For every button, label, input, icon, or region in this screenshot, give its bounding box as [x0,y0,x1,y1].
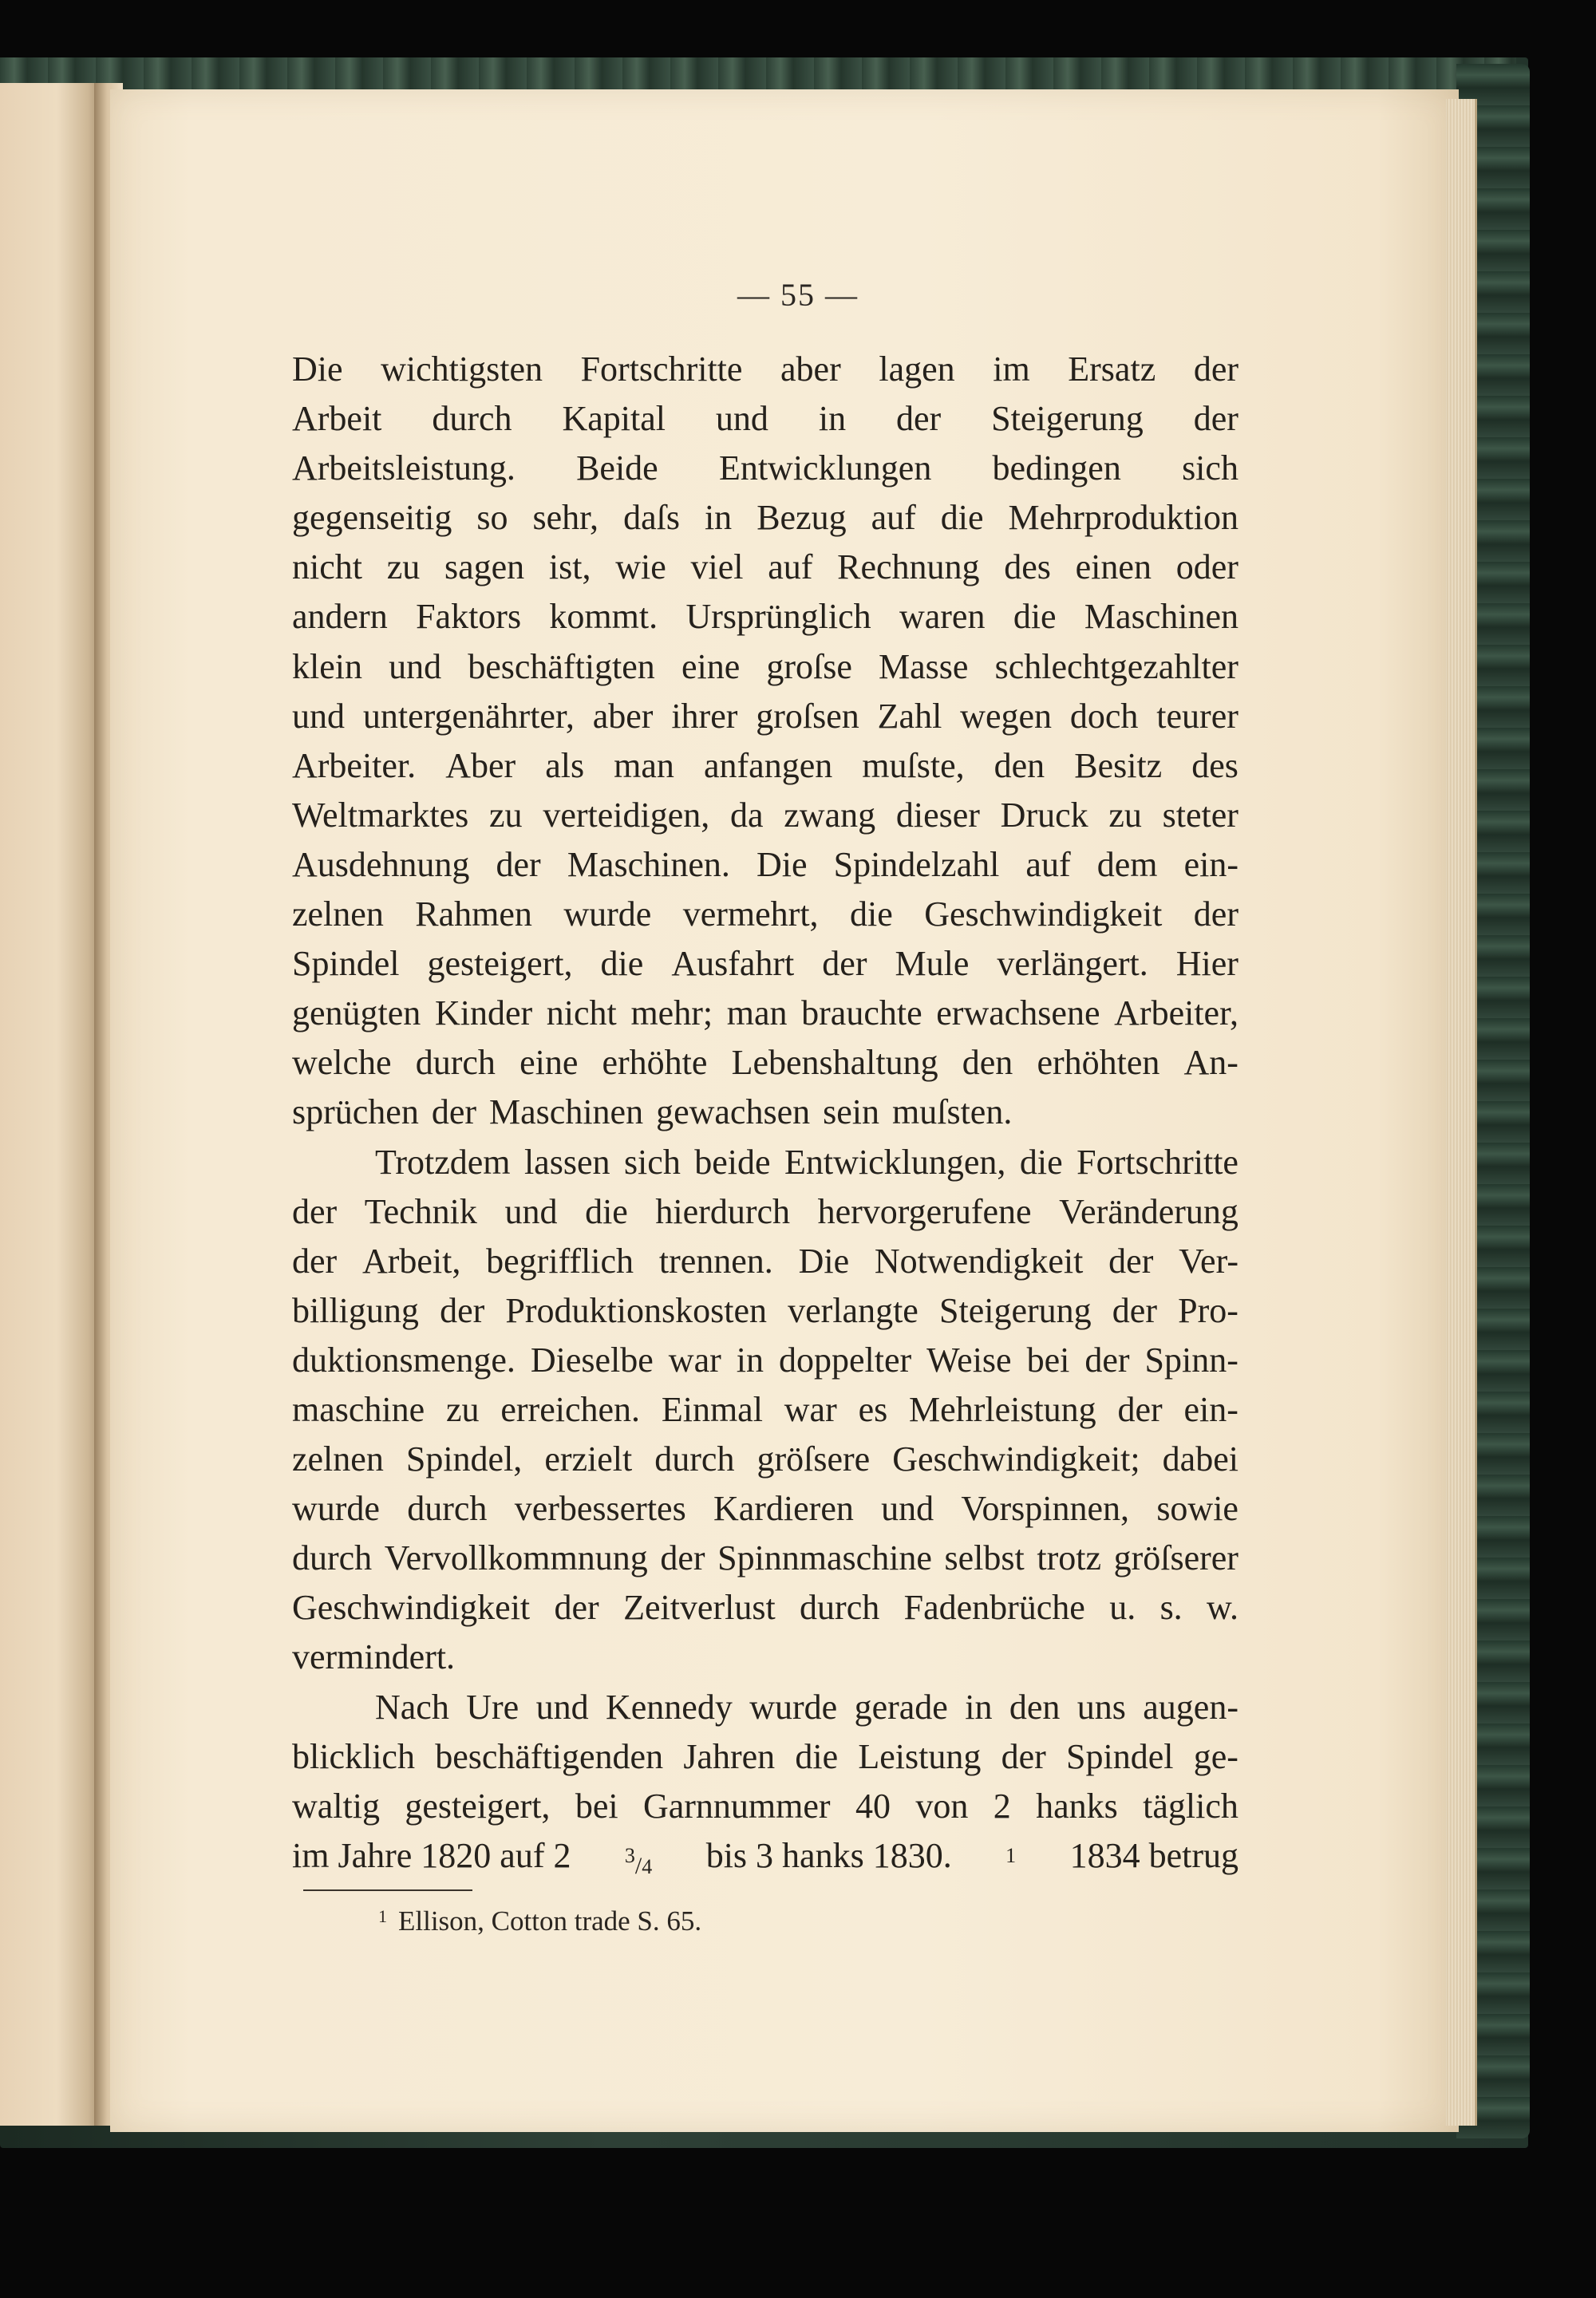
word: die [600,944,644,984]
word: Besitz [1074,745,1163,785]
text-line [292,1038,1238,1088]
word: Produktionskosten [505,1290,767,1330]
word: Geschwindigkeit [924,894,1163,934]
word: uns [1077,1687,1126,1727]
text-line [292,1435,1238,1484]
word: des [1004,547,1051,587]
word: Maschinen [1084,597,1238,637]
word: der [1193,349,1238,389]
word: wurde [563,894,652,934]
word: u. [1109,1588,1136,1628]
fraction-denominator: 4 [642,1854,653,1878]
fraction [625,1831,652,1881]
text-line [292,1782,1238,1831]
word: Arbeitsleistung. [292,448,516,488]
text-line [292,890,1238,939]
word: und [881,1489,934,1529]
word: Spindel [292,944,400,984]
word: als [545,745,585,785]
word: trotz [1037,1538,1101,1578]
word: Geschwindigkeit; [892,1439,1140,1479]
word: den [962,1043,1013,1083]
word: doppelter [779,1340,912,1380]
word: muſsten. [892,1092,1013,1132]
word: von [915,1786,969,1826]
word: beschäftigten [468,646,655,686]
word: Druck [1000,795,1088,835]
word: durch [415,1043,496,1083]
word: Arbeiter. [292,745,417,785]
word: Steigerung [939,1290,1092,1330]
word: dem [1096,844,1158,884]
text-line [292,444,1238,493]
word: und [389,646,442,686]
text-line [292,345,1238,394]
word: und [715,399,768,439]
word: verbessertes [514,1489,686,1529]
word: erwachsene [936,993,1100,1033]
word: kommt. [549,597,658,637]
word: Entwicklungen [718,448,932,488]
word: duktionsmenge. [292,1340,516,1380]
word: die [1013,597,1057,637]
word: sowie [1156,1489,1238,1529]
word: teurer [1156,696,1238,736]
word: welche [292,1043,392,1083]
word: gerade [854,1687,948,1727]
word: andern [292,597,388,637]
text-line [292,1534,1238,1583]
word: Geschwindigkeit [292,1588,531,1628]
page-number: — 55 — [737,277,859,313]
word: zu [386,547,421,587]
word: Fortschritte [1077,1142,1238,1182]
word: groſse [766,646,852,686]
word: zu [446,1389,480,1429]
word: wurde [292,1489,380,1529]
word: begrifflich [486,1241,634,1281]
text-line [292,1583,1238,1633]
word: schlechtgezahlter [994,646,1238,686]
word: Steigerung [991,399,1144,439]
word: Leistung [858,1736,982,1776]
word: Arbeiter, [1114,993,1238,1033]
word: durch [432,399,512,439]
word: den [994,745,1045,785]
word: An- [1183,1043,1238,1083]
footnote-marker: 1 [378,1906,387,1926]
word: Spindelzahl [833,844,1000,884]
word: ihrer [671,696,738,736]
word: wegen [960,696,1053,736]
word: bei [1026,1340,1070,1380]
text-line [292,1286,1238,1336]
page-stack-edges [1446,99,1477,2126]
word: Spinnmaschine [717,1538,932,1578]
word: der [292,1241,338,1281]
text-line [292,840,1238,890]
word: Spindel [1066,1736,1174,1776]
word: die [1019,1142,1063,1182]
footnote [378,1897,701,1941]
word: aber [592,696,654,736]
word: in [818,399,847,439]
word: Pro- [1178,1290,1238,1330]
word: so [476,498,508,538]
word: auf [1025,844,1071,884]
fraction-separator: / [634,1852,642,1879]
word: 2 [993,1786,1011,1826]
word: durch [800,1588,880,1628]
word: zelnen [292,894,384,934]
word: Hier [1175,944,1238,984]
word: doch [1069,696,1139,736]
word: Fadenbrüche [903,1588,1085,1628]
word: anfangen [703,745,833,785]
word: Nach [375,1687,449,1727]
word: wurde [749,1687,838,1727]
word: steter [1162,795,1238,835]
word: sein [823,1092,879,1132]
word: verteidigen, [543,795,710,835]
word: w. [1207,1588,1238,1628]
word: zu [1108,795,1142,835]
word: der [1112,1290,1157,1330]
text-line [292,543,1238,592]
word: durch [292,1538,373,1578]
word: der [660,1538,705,1578]
word: die [585,1191,628,1231]
word: beide [694,1142,771,1182]
word: den [1009,1687,1061,1727]
word: Ausfahrt [671,944,795,984]
word: in [704,498,733,538]
word: Kapital [562,399,666,439]
text-line [292,1187,1238,1237]
word: aber [780,349,841,389]
text-line [292,1336,1238,1385]
word: des [1191,745,1238,785]
word: Einmal [661,1389,763,1429]
word: sehr, [532,498,599,538]
word: Maschinen. [567,844,730,884]
word: auf [768,547,813,587]
word: gesteigert, [405,1786,551,1826]
word: sagen [444,547,525,587]
word: Mehrleistung [909,1389,1096,1429]
word: trennen. [658,1241,773,1281]
word: der [1193,399,1238,439]
word: der [292,1191,338,1231]
word: Garnnummer [642,1786,831,1826]
text-line [292,741,1238,791]
word: Faktors [416,597,522,637]
word: gröſsere [757,1439,871,1479]
word: in [965,1687,993,1727]
word: oder [1175,547,1238,587]
word: die [940,498,984,538]
word: gröſserer [1113,1538,1238,1578]
word: Ursprünglich [685,597,871,637]
word: täglich [1143,1786,1238,1826]
word: lassen [523,1142,610,1182]
text-line [292,1088,1238,1137]
word: zelnen [292,1439,384,1479]
word: der [1108,1241,1154,1281]
word: sprüchen [292,1092,419,1132]
word: wichtigsten [381,349,543,389]
word: Die [798,1241,850,1281]
word: 40 [855,1786,891,1826]
word: einen [1075,547,1152,587]
word: der [1084,1340,1130,1380]
word: Lebenshaltung [731,1043,938,1083]
word: Kardieren [713,1489,854,1529]
word: vermindert. [292,1637,456,1677]
word: klein [292,646,362,686]
text-run: 1834 betrug [1069,1835,1238,1875]
word: Ver- [1179,1241,1238,1281]
text-line [292,939,1238,989]
word: im [993,349,1030,389]
word: viel [690,547,744,587]
word: mehr; [630,993,713,1033]
word: Arbeit, [361,1241,461,1281]
word: Vorspinnen, [961,1489,1130,1529]
word: gewachsen [656,1092,811,1132]
word: Arbeit [292,399,382,439]
word: untergenährter, [362,696,575,736]
word: ge- [1193,1736,1238,1776]
word: Jahren [683,1736,776,1776]
word: hierdurch [655,1191,791,1231]
word: ein- [1183,1389,1238,1429]
word: war [668,1340,721,1380]
word: Mule [895,944,970,984]
word: Veränderung [1059,1191,1238,1231]
word: genügten [292,993,421,1033]
word: gesteigert, [427,944,573,984]
footnote-reference: 1 [1005,1843,1017,1867]
word: waltig [292,1786,380,1826]
text-line [292,1484,1238,1534]
word: der [1117,1389,1163,1429]
text-line [292,394,1238,444]
word: sich [1182,448,1238,488]
word: maschine [292,1389,425,1429]
word: groſsen [756,696,859,736]
word: durch [654,1439,735,1479]
word: der [1193,894,1238,934]
word: man [726,993,788,1033]
word: Maschinen [489,1092,644,1132]
word: eine [519,1043,579,1083]
word: hanks [1036,1786,1118,1826]
word: die [795,1736,839,1776]
body-text [292,345,1238,1881]
text-line [292,1732,1238,1782]
word: da [729,795,764,835]
word: beschäftigenden [435,1736,664,1776]
word: erhöhten [1037,1043,1160,1083]
word: der [440,1290,485,1330]
word: augen- [1143,1687,1238,1727]
previous-page-edge [0,83,104,2126]
word: auf [871,498,916,538]
word: Zahl [877,696,942,736]
word: wie [615,547,666,587]
word: Ersatz [1068,349,1156,389]
word: der [822,944,867,984]
word: ist, [548,547,591,587]
word: Spindel, [405,1439,523,1479]
text-run: bis 3 hanks 1830. [705,1835,952,1875]
word: dabei [1162,1439,1238,1479]
word: muſste, [862,745,965,785]
word: und [535,1687,589,1727]
word: bedingen [992,448,1121,488]
word: der [431,1092,477,1132]
footnote-divider [303,1889,472,1891]
word: s. [1159,1588,1183,1628]
word: hervorgerufene [817,1191,1032,1231]
word: gegenseitig [292,498,452,538]
word: vermehrt, [682,894,819,934]
word: Rahmen [415,894,532,934]
word: Notwendigkeit [874,1241,1084,1281]
word: Vervollkommnung [384,1538,648,1578]
word: Entwicklungen, [784,1142,1006,1182]
word: Ure [466,1687,519,1727]
word: lagen [879,349,955,389]
word: dieser [895,795,980,835]
word: und [504,1191,558,1231]
word: Die [292,349,343,389]
word: sich [623,1142,681,1182]
word: und [292,696,345,736]
word: nicht [546,993,617,1033]
word: durch [407,1489,488,1529]
word: verlängert. [997,944,1148,984]
word: Rechnung [837,547,980,587]
text-line [292,1683,1238,1732]
word: bei [575,1786,618,1826]
word: der [554,1588,599,1628]
text-line [292,493,1238,543]
text-line [292,692,1238,741]
word: erhöhte [602,1043,708,1083]
word: Kennedy [605,1687,733,1727]
text-line [292,1633,1238,1682]
word: billigung [292,1290,419,1330]
word: Mehrproduktion [1008,498,1238,538]
word: Beide [576,448,658,488]
word: selbst [944,1538,1025,1578]
word: Zeitverlust [623,1588,776,1628]
word: brauchte [801,993,922,1033]
word: der [896,399,942,439]
word: die [849,894,893,934]
word: der [1001,1736,1046,1776]
word: Masse [879,646,969,686]
word: erreichen. [500,1389,641,1429]
word: verlangte [788,1290,918,1330]
word: Aber [445,745,516,785]
text-line-final [292,1831,1238,1881]
word: Weltmarktes [292,795,469,835]
word: Technik [364,1191,477,1231]
word: Spinn- [1144,1340,1238,1380]
word: erzielt [544,1439,633,1479]
text-run: im Jahre 1820 auf 2 [292,1835,571,1875]
word: Die [756,844,808,884]
text-line [292,1138,1238,1187]
word: Kinder [434,993,533,1033]
footnote-text: Ellison, Cotton trade S. 65. [398,1905,702,1937]
word: Fortschritte [580,349,743,389]
text-line [292,1385,1238,1435]
word: eine [681,646,741,686]
text-line [292,989,1238,1038]
word: es [858,1389,888,1429]
word: nicht [292,547,362,587]
word: daſs [623,498,680,538]
fraction-numerator: 3 [624,1843,635,1867]
word: blicklich [292,1736,415,1776]
word: Dieselbe [530,1340,654,1380]
word: Ausdehnung [292,844,470,884]
text-line [292,791,1238,840]
text-line [292,642,1238,692]
word: zwang [784,795,876,835]
word: Weise [926,1340,1012,1380]
word: waren [899,597,986,637]
word: Trotzdem [375,1142,511,1182]
word: man [614,745,674,785]
word: in [736,1340,764,1380]
word: ein- [1183,844,1238,884]
word: war [784,1389,837,1429]
word: zu [489,795,523,835]
text-line [292,592,1238,642]
word: Bezug [757,498,847,538]
word: der [496,844,541,884]
text-line [292,1237,1238,1286]
